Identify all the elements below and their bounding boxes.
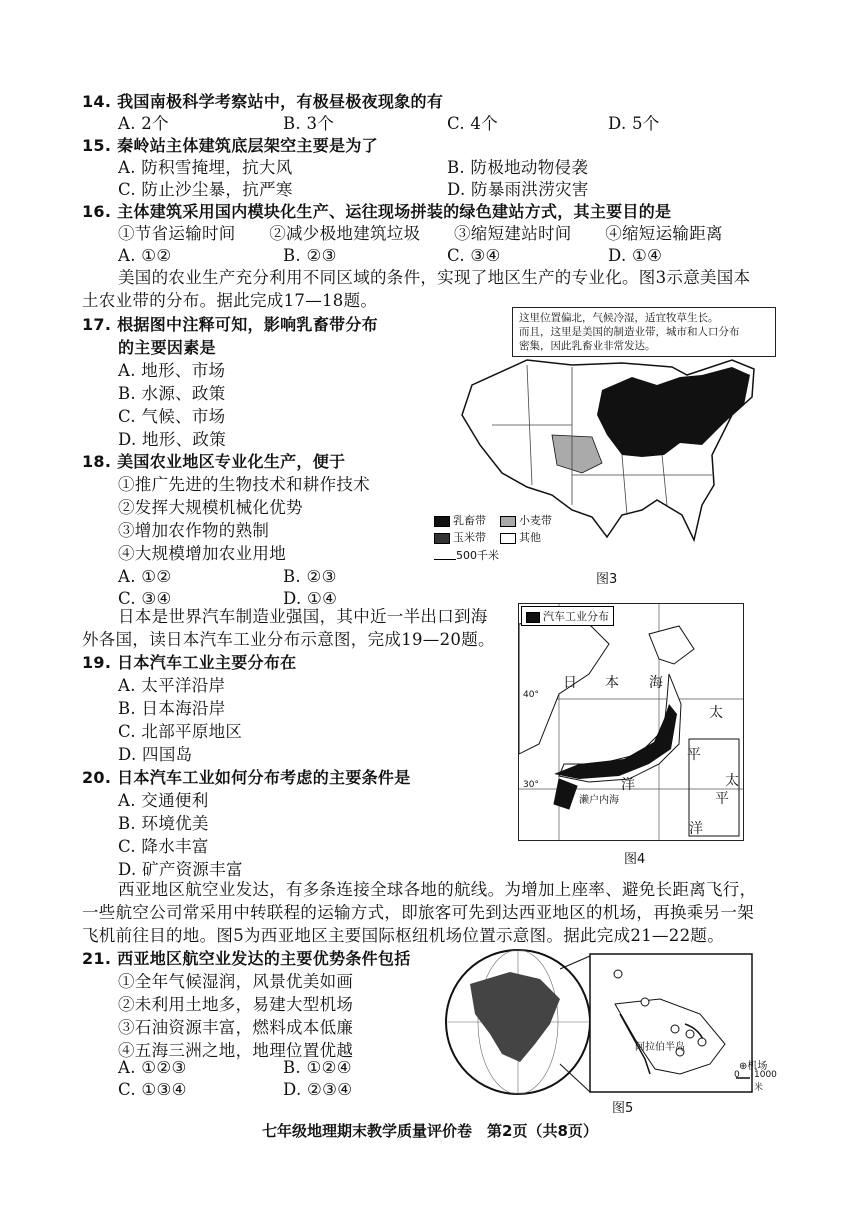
sea-japan-char-3: 海 — [649, 675, 663, 691]
q15-option-a: A. 防积雪掩埋，抗大风 — [118, 158, 293, 177]
intro-17-line1: 美国的农业生产充分利用不同区域的条件，实现了地区生产的专业化。图3示意美国本 — [118, 268, 751, 287]
lat-30-label: 30° — [523, 780, 539, 790]
q14-option-c: C. 4个 — [447, 114, 499, 133]
fig4-legend: 汽车工业分布 — [521, 606, 614, 626]
q15-option-c: C. 防止沙尘暴，抗严寒 — [118, 180, 293, 199]
q18-choice-4: ④大规模增加农业用地 — [118, 544, 286, 563]
figure-3 — [432, 305, 772, 565]
q19-stem: 19. 日本汽车工业主要分布在 — [82, 653, 297, 672]
pacific-char-3: 洋 — [621, 777, 635, 793]
pacific-right-char-2: 平 — [715, 791, 729, 807]
q16-stem: 16. 主体建筑采用国内模块化生产、运往现场拼装的绿色建站方式，其主要目的是 — [82, 202, 672, 221]
pacific-char-2: 平 — [687, 747, 701, 763]
intro-21-line1: 西亚地区航空业发达，有多条连接全球各地的航线。为增加上座率、避免长距离飞行， — [118, 880, 757, 899]
legend-other: 其他 — [500, 529, 541, 545]
q16-option-c: C. ③④ — [447, 246, 501, 265]
q14-option-b: B. 3个 — [283, 114, 335, 133]
q16-option-d: D. ①④ — [608, 246, 663, 265]
q18-choice-1: ①推广先进的生物技术和耕作技术 — [118, 475, 370, 494]
intro-19-line2: 外各国，读日本汽车工业分布示意图，完成19—20题。 — [82, 630, 495, 649]
q19-option-c: C. 北部平原地区 — [118, 722, 243, 741]
kyushu — [554, 779, 577, 809]
dairy-swatch — [434, 516, 450, 527]
q20-option-c: C. 降水丰富 — [118, 837, 209, 856]
airport-legend: ⊕机场 — [739, 1061, 768, 1072]
q21-option-b: B. ①②④ — [283, 1058, 352, 1077]
hokkaido — [649, 626, 694, 664]
q15-option-b: B. 防极地动物侵袭 — [447, 158, 589, 177]
q18-choice-3: ③增加农作物的熟制 — [118, 521, 270, 540]
figure-5-caption: 图5 — [612, 1101, 634, 1116]
q21-option-c: C. ①③④ — [118, 1080, 187, 1099]
q20-stem: 20. 日本汽车工业如何分布考虑的主要条件是 — [82, 768, 411, 787]
figure-4 — [518, 603, 744, 841]
q15-option-d: D. 防暴雨洪涝灾害 — [447, 180, 589, 199]
sea-japan-char-1: 日 — [563, 675, 577, 691]
q21-choice-3: ③石油资源丰富，燃料成本低廉 — [118, 1018, 354, 1037]
q18-option-c: C. ③④ — [118, 589, 172, 608]
figure-4-caption: 图4 — [624, 852, 646, 867]
dairy-belt-annotation — [512, 307, 776, 357]
q14-option-d: D. 5个 — [608, 114, 660, 133]
annotation-line-3: 密集，因此乳畜业非常发达。 — [519, 340, 656, 352]
q19-option-d: D. 四国岛 — [118, 745, 193, 764]
figure-5 — [440, 944, 780, 1099]
lat-40-label: 40° — [523, 690, 539, 700]
q17-stem: 17. 根据图中注释可知，影响乳畜带分布 — [82, 315, 378, 334]
q18-choice-2: ②发挥大规模机械化优势 — [118, 498, 303, 517]
q20-option-b: B. 环境优美 — [118, 814, 209, 833]
q18-option-a: A. ①② — [118, 567, 172, 586]
q21-option-a: A. ①②③ — [118, 1058, 187, 1077]
q17-option-d: D. 地形、政策 — [118, 430, 227, 449]
wheat-swatch — [500, 516, 516, 527]
scale-bar: 500千米 — [434, 547, 499, 563]
q17-option-a: A. 地形、市场 — [118, 361, 226, 380]
other-swatch — [500, 533, 516, 544]
intro-21-line2: 一些航空公司常采用中转联程的运输方式，即旅客可先到达西亚地区的机场，再换乘另一架 — [82, 903, 754, 922]
q17-option-c: C. 气候、市场 — [118, 407, 226, 426]
sea-japan-char-2: 本 — [605, 675, 619, 691]
intro-21-line3: 飞机前往目的地。图5为西亚地区主要国际枢纽机场位置示意图。据此完成21—22题。 — [82, 926, 724, 945]
globe-and-inset — [440, 944, 780, 1099]
figure-3-caption: 图3 — [596, 572, 618, 587]
q18-option-b: B. ②③ — [283, 567, 337, 586]
q14-option-a: A. 2个 — [118, 114, 169, 133]
japan-map — [519, 604, 743, 840]
q17-stem-cont: 的主要因素是 — [118, 338, 216, 357]
annotation-line-1: 这里位置偏北，气候冷湿，适宜牧草生长。 — [519, 312, 719, 324]
q19-option-a: A. 太平洋沿岸 — [118, 676, 226, 695]
q21-choice-4: ④五海三洲之地，地理位置优越 — [118, 1041, 354, 1060]
scale-1000m: 1000米 — [754, 1070, 777, 1093]
pacific-right-char-1: 太 — [725, 773, 739, 789]
q20-option-a: A. 交通便利 — [118, 791, 209, 810]
seto-inland-sea-label: 濑户内海 — [579, 795, 619, 806]
intro-17-line2: 土农业带的分布。据此完成17—18题。 — [82, 291, 378, 310]
pacific-right-char-3: 洋 — [689, 821, 703, 837]
q17-option-b: B. 水源、政策 — [118, 384, 226, 403]
arabian-peninsula-label: 阿拉伯半岛 — [635, 1042, 685, 1053]
scale-zero: 0 — [734, 1070, 740, 1080]
q18-option-d: D. ①④ — [283, 589, 338, 608]
q21-choice-2: ②未利用土地多，易建大型机场 — [118, 995, 354, 1014]
airport-icon: ⊕ — [739, 1061, 748, 1072]
q16-option-b: B. ②③ — [283, 246, 337, 265]
page-footer: 七年级地理期末教学质量评价卷 第2页（共8页） — [262, 1122, 598, 1140]
legend-wheat: 小麦带 — [500, 512, 552, 528]
q20-option-d: D. 矿产资源丰富 — [118, 860, 243, 879]
q15-stem: 15. 秦岭站主体建筑底层架空主要是为了 — [82, 136, 378, 155]
q21-stem: 21. 西亚地区航空业发达的主要优势条件包括 — [82, 949, 411, 968]
q16-option-a: A. ①② — [118, 246, 172, 265]
q21-option-d: D. ②③④ — [283, 1080, 353, 1099]
q14-stem: 14. 我国南极科学考察站中，有极昼极夜现象的有 — [82, 92, 444, 111]
legend-corn: 玉米带 — [434, 529, 486, 545]
pacific-char-1: 太 — [709, 705, 723, 721]
legend-dairy: 乳畜带 — [434, 512, 486, 528]
q16-options: ①节省运输时间 ②减少极地建筑垃圾 ③缩短建站时间 ④缩短运输距离 — [118, 224, 723, 243]
corn-swatch — [434, 533, 450, 544]
q18-stem: 18. 美国农业地区专业化生产，便于 — [82, 452, 346, 471]
auto-industry-area — [554, 704, 677, 779]
q19-option-b: B. 日本海沿岸 — [118, 699, 226, 718]
q21-choice-1: ①全年气候湿润，风景优美如画 — [118, 972, 354, 991]
intro-19-line1: 日本是世界汽车制造业强国，其中近一半出口到海 — [118, 607, 488, 626]
annotation-line-2: 而且，这里是美国的制造业带，城市和人口分布 — [519, 326, 740, 338]
auto-swatch — [526, 612, 540, 623]
